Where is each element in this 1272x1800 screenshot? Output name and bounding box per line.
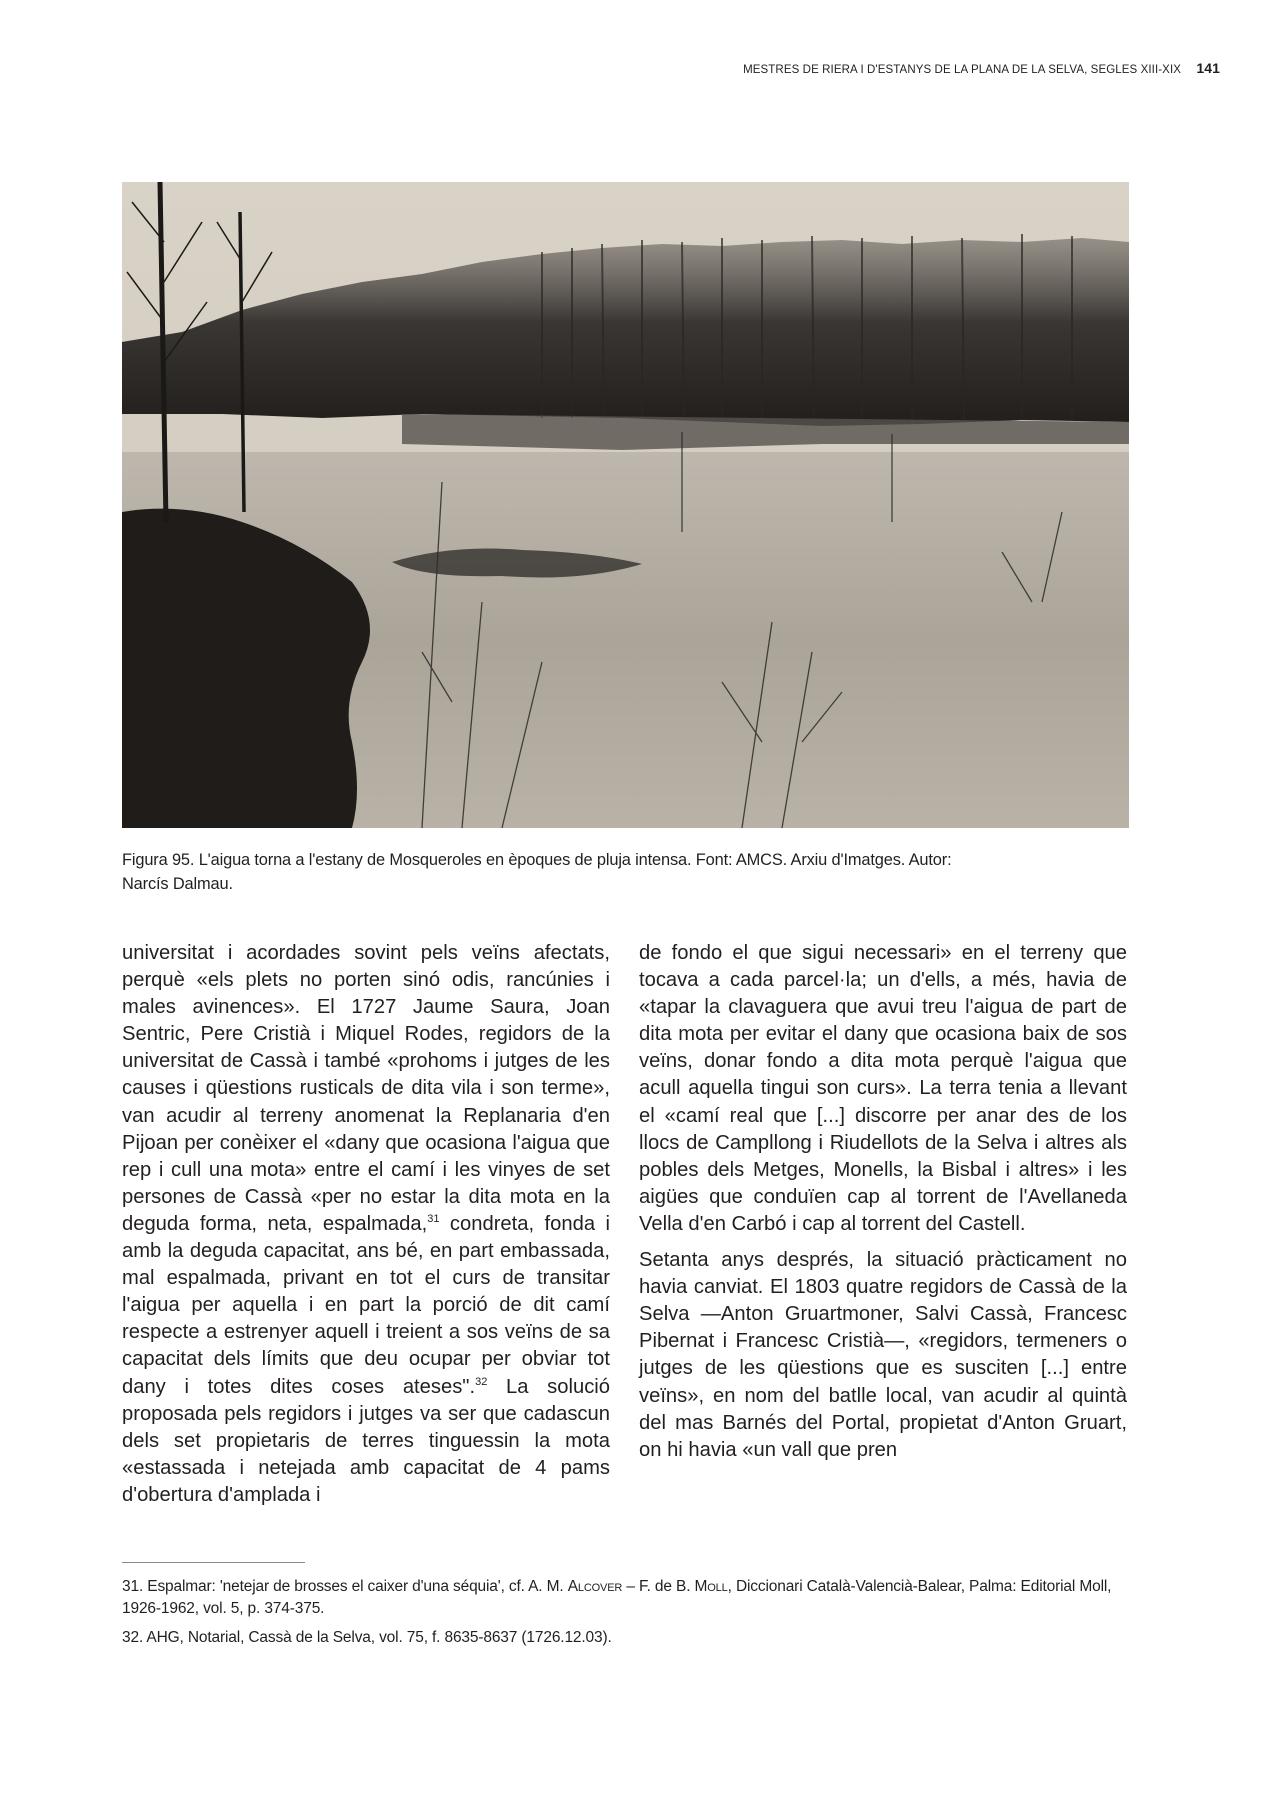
footnote-31: [122, 1576, 1128, 1620]
footnote-32: [122, 1627, 1128, 1649]
paragraph: [122, 940, 610, 1509]
caption-line-1: Figura 95. L'aigua torna a l'estany de Mosqueroles en èpoques de pluja intensa. Font: AMCS. Arxiu d'Imatges. Autor:: [122, 851, 952, 869]
running-head: [743, 60, 1220, 76]
paragraph: de fondo el que sigui necessari» en el terreny que tocava a cada parcel·la; un d'ells, a més, havia de «tapar la clavaguera que avui treu l'aigua de part de dita mota per evitar el dany que ocasiona baix de sos veïns, donar fondo a dita mota perquè l'aigua que acull aquella tingui son curs». La terra tenia a llevant el «camí real que [...] discorre per anar des de los llocs de Campllong i Riudellots de la Selva i altres als pobles dels Metges, Monells, la Bisbal i altres» i les aigües que conduïen cap al torrent de l'Avellaneda Vella d'en Carbó i cap al torrent del Castell.: [639, 942, 1127, 1235]
text-run: AHG, Notarial, Cassà de la Selva, vol. 75, f. 8635-8637 (1726.12.03).: [143, 1629, 612, 1646]
text-run: universitat i acordades sovint pels veïns afectats, perquè «els plets no porten sinó odis, rancúnies i males avinences». El 1727 Jaume Saura, Joan Sentric, Pere Cristià i Miquel Rodes, regidors de la universitat de Cassà i també «prohoms i jutges de les causes i qüestions rusticals de dita vila i son terme», van acudir al terreny anomenat la Replanaria d'en Pijoan per conèixer el «dany que ocasiona l'aigua que rep i cull una mota» entre el camí i les vinyes de set persones de Cassà «per no estar la dita mota en la deguda forma, neta, espalmada,: [122, 942, 610, 1235]
figure-caption: [122, 848, 1128, 896]
footnote-number: 32.: [122, 1629, 144, 1646]
footnote-number: 31.: [122, 1578, 144, 1595]
text-run: , Diccionari Català-Valencià-Balear, Palma: Editorial Moll, 1926-1962, vol. 5, p. 374-375.: [122, 1578, 1112, 1617]
footnotes: [122, 1576, 1128, 1656]
text-run: – F. de B.: [622, 1578, 695, 1595]
text-run: condreta, fonda i amb la deguda capacitat, ans bé, en part embassada, mal espalmada, privant en tot el curs de transitar l'aigua per aquella i en part la porció de dit camí respecte a estrenyer aquell i treient a sos veïns de sa capacitat dels límits que deu ocupar per obviar tot dany i totes dites coses ateses".: [122, 1212, 611, 1398]
paragraph: Setanta anys després, la situació pràcticament no havia canviat. El 1803 quatre regidors de Cassà de la Selva —Anton Gruartmoner, Salvi Cassà, Francesc Pibernat i Francesc Cristià—, «regidors, termeners o jutges de les qüestions que es susciten [...] entre veïns», en nom del batlle local, van acudir al quintà del mas Barnés del Portal, propietat d'Anton Gruart, on hi havia «un vall que pren: [639, 1249, 1127, 1461]
author-name: Alcover: [567, 1578, 623, 1595]
body-left-column: [122, 940, 610, 1509]
footnote-separator: [122, 1562, 305, 1563]
caption-line-2: Narcís Dalmau.: [122, 875, 233, 893]
author-name: Moll: [694, 1578, 728, 1595]
running-head-title: MESTRES DE RIERA I D'ESTANYS DE LA PLANA DE LA SELVA, SEGLES XIII-XIX: [743, 64, 1182, 76]
footnote-ref-32[interactable]: 32: [475, 1375, 488, 1388]
body-right-column: [639, 940, 1127, 1464]
page-number: 141: [1196, 60, 1220, 76]
footnote-ref-31[interactable]: 31: [427, 1212, 440, 1225]
text-run: La solució proposada pels regidors i jutges va ser que cadascun dels set propietaris de terres tinguessin la mota «estassada i netejada amb capacitat de 4 pams d'obertura d'amplada i: [122, 1375, 611, 1506]
text-run: Espalmar: 'netejar de brosses el caixer d'una séquia', cf. A. M.: [143, 1578, 568, 1595]
figure-photo: [122, 182, 1129, 828]
flooded-pond-photo: [122, 182, 1129, 828]
